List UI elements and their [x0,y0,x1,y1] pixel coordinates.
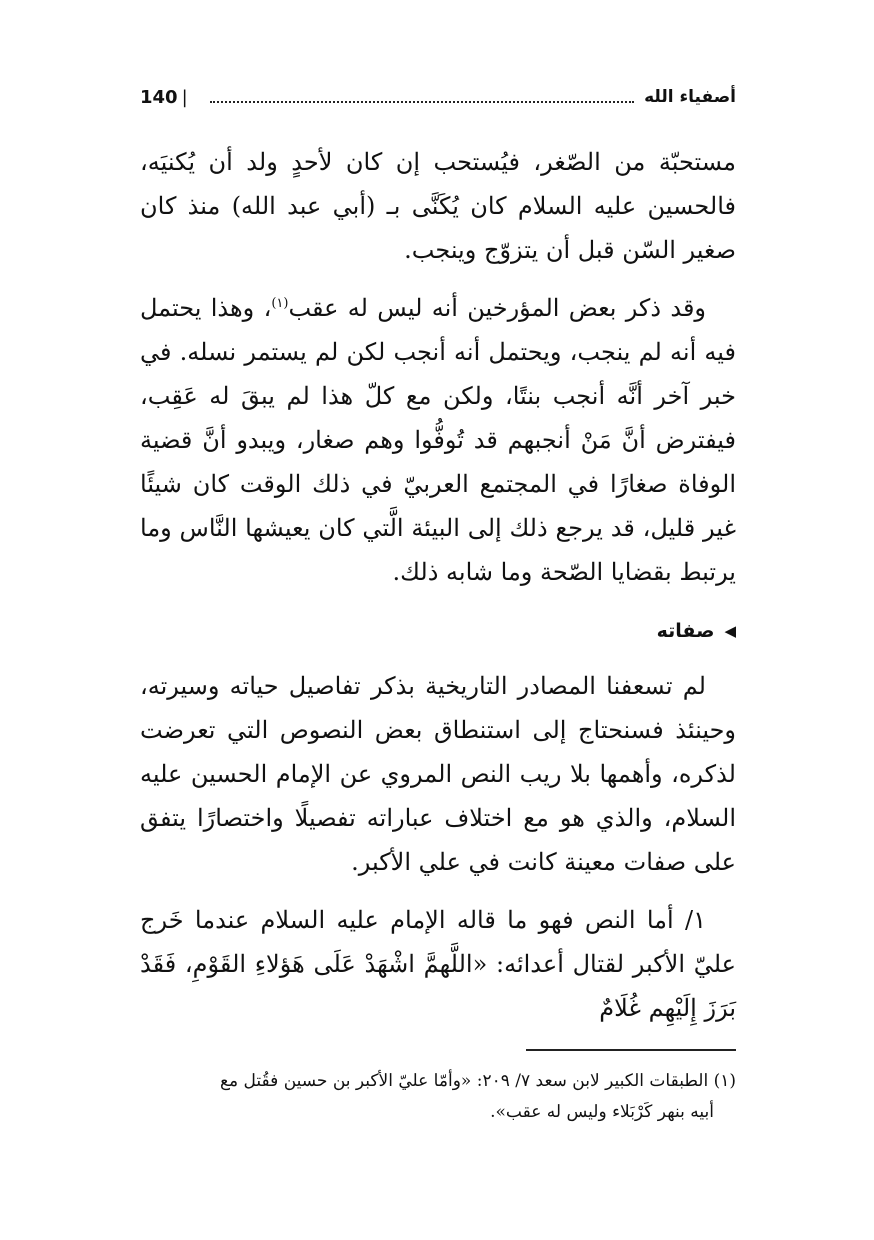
footnote-reference[interactable]: (١) [271,296,289,311]
paragraph-4: ١/ أما النص فهو ما قاله الإمام عليه السلام عندما خَرج عليّ الأكبر لقتال أعدائه: «اللَّهمَّ اشْهَدْ عَلَى هَؤلاءِ القَوْمِ، فَقَدْ بَرَزَ إِلَيْهِم غُلَامٌ [140,906,736,1022]
paragraph-2 [140,286,736,594]
paragraph-1: مستحبّة من الصّغر، فيُستحب إن كان لأحدٍ ولد أن يُكنيَه، فالحسين عليه السلام كان يُكَنَّى بـ (أبي عبد الله) منذ كان صغير السّن قبل أن يتزوّج وينجب. [140,148,736,264]
book-title: أصفياء الله [644,87,736,107]
arrow-left-icon: ◀ [724,622,736,640]
main-text [140,140,736,1044]
footnote [140,1066,736,1128]
paragraph-2-rest: ، وهذا يحتمل فيه أنه لم ينجب، ويحتمل أنه أنجب لكن لم يستمر نسله. في خبر آخر أنَّه أنجب بنتًا، ولكن مع كلّ هذا لم يبقَ له عَقِب، فيفترض أنَّ مَنْ أنجبهم قد تُوفُّوا وهم صغار، ويبدو أنَّ قضية الوفاة صغارًا في المجتمع العربيّ في ذلك الوقت كان شيئًا غير قليل، قد يرجع ذلك إلى البيئة الَّتي كان يعيشها النَّاس وما يرتبط بقضايا الصّحة وما شابه ذلك. [140,294,737,586]
paragraph-3: لم تسعفنا المصادر التاريخية بذكر تفاصيل حياته وسيرته، وحينئذ فسنحتاج إلى استنطاق بعض النصوص التي تعرضت لذكره، وأهمها بلا ريب النص المروي عن الإمام الحسين عليه السلام، والذي هو مع اختلاف عباراته تفصيلًا واختصارًا يتفق على صفات معينة كانت في علي الأكبر. [140,672,736,876]
section-heading [140,616,736,646]
page-number: 140 [140,86,178,108]
footnote-line-1: (١) الطبقات الكبير لابن سعد ٧/ ٢٠٩: «وأمّا عليّ الأكبر بن حسين فقُتل مع [220,1071,736,1091]
header-separator: | [181,86,188,108]
dotted-leader [210,101,634,103]
paragraph-2-start: وقد ذكر بعض المؤرخين أنه ليس له عقب [288,294,707,322]
footnote-line-2: أبيه بنهر كَرْبَلاء وليس له عقب». [490,1102,714,1122]
footnote-divider [526,1049,736,1051]
running-header [140,82,736,112]
section-heading-text: صفاته [656,620,715,642]
